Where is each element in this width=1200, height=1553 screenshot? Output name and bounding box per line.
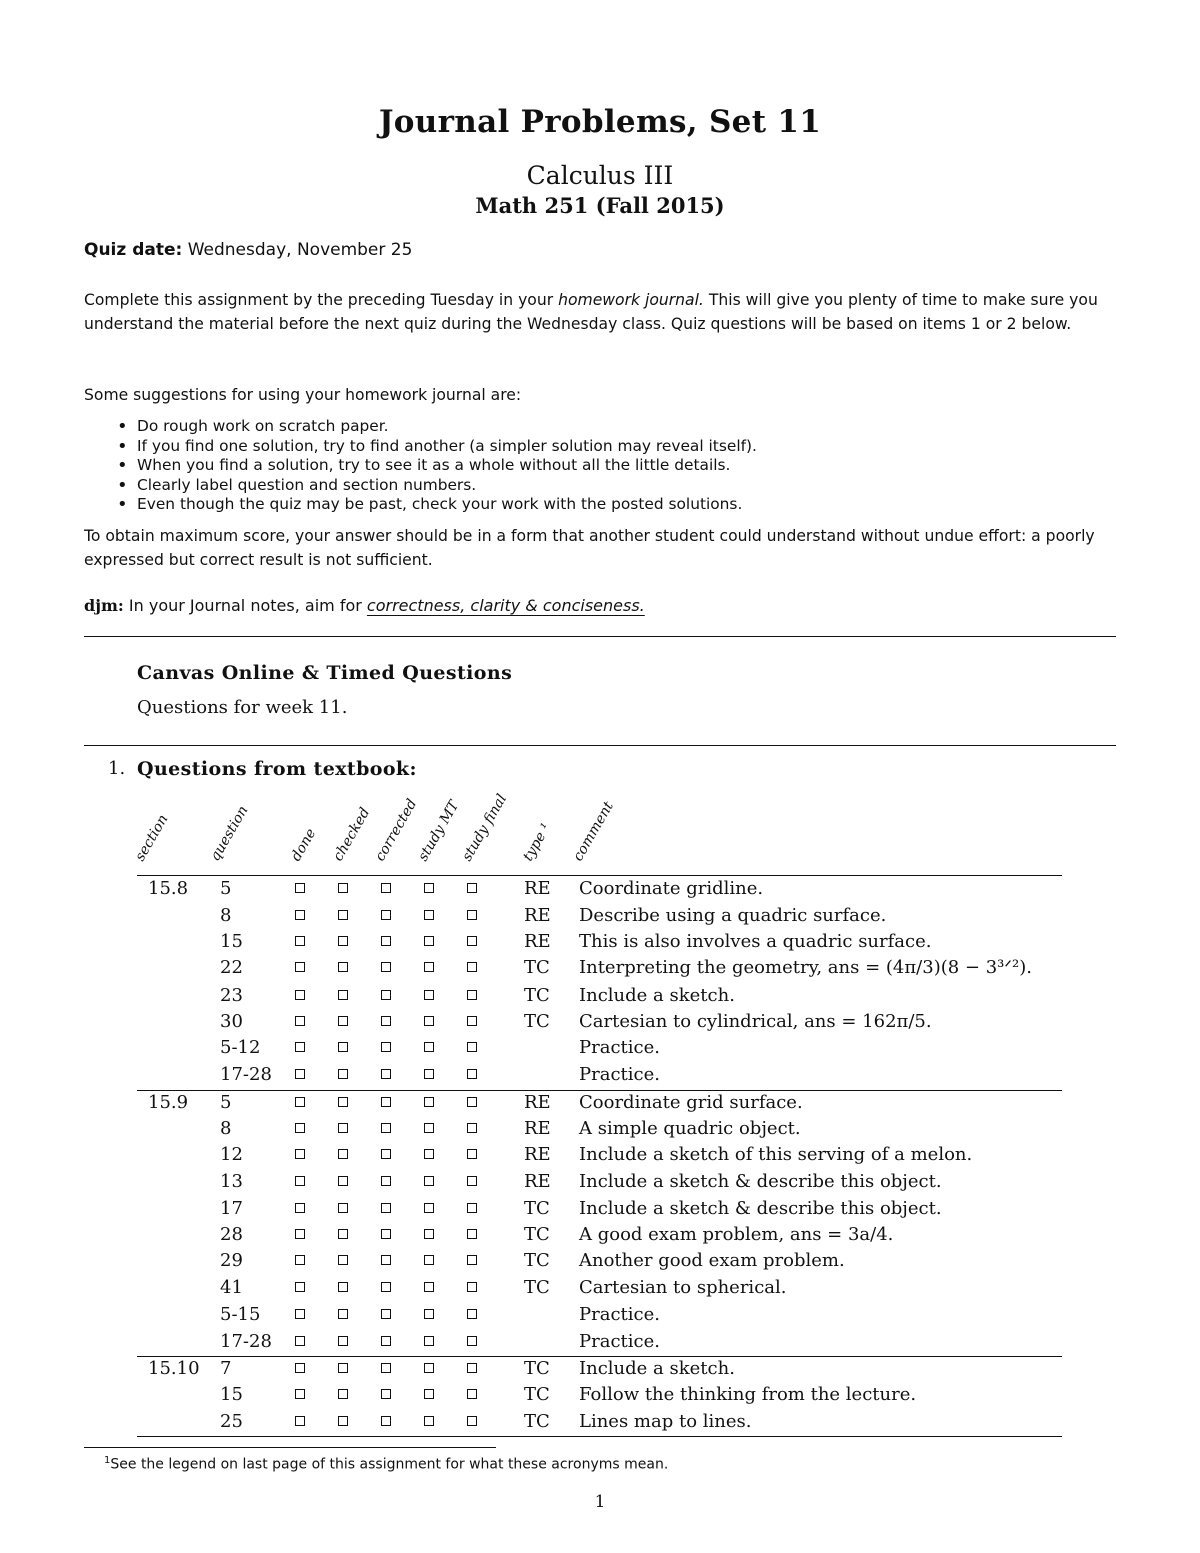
type-cell: RE [524,1144,551,1165]
question-cell: 8 [220,905,232,926]
comment-cell: Cartesian to cylindrical, ans = 162π/5. [579,1011,932,1032]
checkbox[interactable] [381,1255,391,1265]
checkbox[interactable] [467,1176,477,1186]
checkbox[interactable] [381,1042,391,1052]
divider [84,636,1116,637]
column-header: section [132,811,172,864]
checkbox[interactable] [295,1416,305,1426]
checkbox[interactable] [338,1363,348,1373]
checkbox[interactable] [338,962,348,972]
column-header: done [288,825,320,864]
type-cell: RE [524,1092,551,1113]
type-cell: RE [524,878,551,899]
question-cell: 13 [220,1171,243,1192]
checkbox[interactable] [467,1309,477,1319]
quiz-date: Quiz date: Wednesday, November 25 [84,240,413,260]
intro-paragraph [84,288,1120,336]
checkbox[interactable] [381,1097,391,1107]
djm-text: In your Journal notes, aim for [128,596,367,615]
intro-text-2: This will give you plenty of time to make sure you understand the material before the next quiz during the Wednesday class. Quiz questions will be based on items 1 or 2 below. [84,291,1098,333]
checkbox[interactable] [467,1416,477,1426]
checkbox[interactable] [295,962,305,972]
column-header: comment [570,799,617,864]
max-score-paragraph: To obtain maximum score, your answer should be in a form that another student could understand without undue effort: a poorly expressed but correct result is not sufficient. [84,527,1095,569]
question-cell: 23 [220,985,243,1006]
checkbox[interactable] [338,1336,348,1346]
comment-cell: Practice. [579,1037,660,1058]
checkbox[interactable] [295,1282,305,1292]
checkbox[interactable] [424,1309,434,1319]
checkbox[interactable] [467,936,477,946]
checkbox[interactable] [381,1176,391,1186]
checkbox[interactable] [424,1176,434,1186]
checkbox[interactable] [424,1069,434,1079]
checkbox[interactable] [338,1042,348,1052]
type-cell: RE [524,931,551,952]
checkbox[interactable] [424,1255,434,1265]
comment-cell: Coordinate grid surface. [579,1092,803,1113]
checkbox[interactable] [338,1255,348,1265]
checkbox[interactable] [424,1416,434,1426]
checkbox[interactable] [424,1097,434,1107]
checkbox[interactable] [424,990,434,1000]
checkbox[interactable] [424,1203,434,1213]
checkbox[interactable] [381,883,391,893]
checkbox[interactable] [467,883,477,893]
type-cell: TC [524,957,550,978]
checkbox[interactable] [381,1016,391,1026]
comment-cell: Include a sketch. [579,985,735,1006]
suggestion-item: • When you find a solution, try to see it as a whole without all the little details. [137,456,757,476]
checkbox[interactable] [295,1176,305,1186]
table-rule [137,875,1062,876]
question-cell: 22 [220,957,243,978]
comment-cell: Cartesian to spherical. [579,1277,787,1298]
checkbox[interactable] [295,936,305,946]
checkbox[interactable] [338,1309,348,1319]
checkbox[interactable] [381,1416,391,1426]
type-cell: TC [524,1411,550,1432]
comment-cell: Follow the thinking from the lecture. [579,1384,917,1405]
question-cell: 30 [220,1011,243,1032]
checkbox[interactable] [424,883,434,893]
checkbox[interactable] [295,910,305,920]
checkbox[interactable] [467,1203,477,1213]
type-cell: TC [524,1384,550,1405]
section-cell: 15.10 [148,1358,200,1379]
checkbox[interactable] [467,1255,477,1265]
intro-text-1: Complete this assignment by the preceding Tuesday in your [84,291,559,309]
checkbox[interactable] [338,990,348,1000]
question-cell: 5 [220,878,232,899]
section-cell: 15.9 [148,1092,189,1113]
checkbox[interactable] [295,1123,305,1133]
table-rule [137,1356,1062,1357]
comment-cell: Coordinate gridline. [579,878,764,899]
checkbox[interactable] [467,910,477,920]
checkbox[interactable] [295,1229,305,1239]
checkbox[interactable] [424,1016,434,1026]
canvas-heading: Canvas Online & Timed Questions [137,662,513,684]
suggestion-item: • Clearly label question and section numbers. [137,476,757,496]
djm-label: djm: [84,596,124,615]
checkbox[interactable] [424,1389,434,1399]
column-header: type ¹ [520,820,555,864]
suggestion-item: • Even though the quiz may be past, check your work with the posted solutions. [137,495,757,515]
checkbox[interactable] [338,1176,348,1186]
checkbox[interactable] [338,1229,348,1239]
question-cell: 5-15 [220,1304,261,1325]
checkbox[interactable] [338,1149,348,1159]
checkbox[interactable] [338,1203,348,1213]
comment-cell: A good exam problem, ans = 3a/4. [579,1224,894,1245]
checkbox[interactable] [381,936,391,946]
checkbox[interactable] [381,1203,391,1213]
comment-cell: Another good exam problem. [579,1250,845,1271]
checkbox[interactable] [295,1363,305,1373]
footnote-rule [84,1447,496,1448]
checkbox[interactable] [467,1042,477,1052]
djm-note [84,596,645,615]
column-header: checked [330,805,374,864]
question-cell: 29 [220,1250,243,1271]
table-rule [137,1436,1062,1437]
checkbox[interactable] [467,1097,477,1107]
checkbox[interactable] [424,1336,434,1346]
quiz-date-value: Wednesday, November 25 [187,240,413,260]
question-cell: 17-28 [220,1331,272,1352]
checkbox[interactable] [381,1123,391,1133]
checkbox[interactable] [381,1336,391,1346]
comment-cell: Practice. [579,1331,660,1352]
divider [84,745,1116,746]
comment-cell: This is also involves a quadric surface. [579,931,932,952]
question-cell: 41 [220,1277,243,1298]
checkbox[interactable] [338,910,348,920]
comment-cell: Interpreting the geometry, ans = (4π/3)(8 − 3³ᐟ²). [579,957,1032,978]
column-header: study MT [415,798,463,864]
checkbox[interactable] [295,1016,305,1026]
question-cell: 25 [220,1411,243,1432]
checkbox[interactable] [338,883,348,893]
checkbox[interactable] [338,1389,348,1399]
checkbox[interactable] [295,1309,305,1319]
checkbox[interactable] [424,962,434,972]
checkbox[interactable] [424,936,434,946]
comment-cell: Lines map to lines. [579,1411,752,1432]
checkbox[interactable] [381,1229,391,1239]
comment-cell: Practice. [579,1304,660,1325]
checkbox[interactable] [424,1149,434,1159]
type-cell: TC [524,1224,550,1245]
checkbox[interactable] [295,990,305,1000]
question-cell: 15 [220,931,243,952]
suggestion-item: • Do rough work on scratch paper. [137,417,757,437]
checkbox[interactable] [424,1363,434,1373]
footnote [104,1455,668,1473]
checkbox[interactable] [467,1389,477,1399]
checkbox[interactable] [381,962,391,972]
course-subtitle: Math 251 (Fall 2015) [475,193,725,218]
question-cell: 17-28 [220,1064,272,1085]
checkbox[interactable] [338,1097,348,1107]
checkbox[interactable] [381,1069,391,1079]
checkbox[interactable] [467,1336,477,1346]
checkbox[interactable] [381,1149,391,1159]
checkbox[interactable] [467,1149,477,1159]
column-header: question [207,803,252,864]
page-number: 1 [594,1492,606,1512]
checkbox[interactable] [467,1123,477,1133]
type-cell: RE [524,1118,551,1139]
checkbox[interactable] [295,1042,305,1052]
checkbox[interactable] [424,1229,434,1239]
checkbox[interactable] [338,936,348,946]
question-cell: 5 [220,1092,232,1113]
question-cell: 5-12 [220,1037,261,1058]
checkbox[interactable] [295,1203,305,1213]
course-name: Calculus III [526,161,674,190]
suggestions-list [137,417,757,515]
type-cell: TC [524,1277,550,1298]
checkbox[interactable] [424,1282,434,1292]
comment-cell: Include a sketch & describe this object. [579,1171,942,1192]
checkbox[interactable] [424,910,434,920]
checkbox[interactable] [381,1389,391,1399]
checkbox[interactable] [381,1282,391,1292]
table-rule [137,1090,1062,1091]
question-cell: 28 [220,1224,243,1245]
checkbox[interactable] [338,1282,348,1292]
question-cell: 8 [220,1118,232,1139]
column-header: corrected [372,796,421,864]
type-cell: RE [524,1171,551,1192]
comment-cell: A simple quadric object. [579,1118,801,1139]
question-cell: 7 [220,1358,232,1379]
type-cell: TC [524,1358,550,1379]
checkbox[interactable] [295,1255,305,1265]
djm-emphasis: correctness, clarity & conciseness. [366,596,645,615]
checkbox[interactable] [467,1229,477,1239]
checkbox[interactable] [295,1389,305,1399]
suggestions-lead: Some suggestions for using your homework journal are: [84,386,522,404]
checkbox[interactable] [467,962,477,972]
checkbox[interactable] [467,990,477,1000]
type-cell: RE [524,905,551,926]
footnote-text: See the legend on last page of this assignment for what these acronyms mean. [110,1456,669,1473]
checkbox[interactable] [467,1282,477,1292]
question-cell: 17 [220,1198,243,1219]
checkbox[interactable] [467,1363,477,1373]
checkbox[interactable] [424,1042,434,1052]
suggestion-item: • If you find one solution, try to find another (a simpler solution may reveal itself). [137,437,757,457]
type-cell: TC [524,1250,550,1271]
item-number: 1. [108,758,126,779]
type-cell: TC [524,1198,550,1219]
type-cell: TC [524,985,550,1006]
question-cell: 12 [220,1144,243,1165]
checkbox[interactable] [381,990,391,1000]
quiz-date-label: Quiz date [84,240,176,260]
checkbox[interactable] [381,910,391,920]
type-cell: TC [524,1011,550,1032]
column-header: study final [459,791,511,864]
comment-cell: Include a sketch of this serving of a melon. [579,1144,973,1165]
comment-cell: Describe using a quadric surface. [579,905,887,926]
checkbox[interactable] [295,1336,305,1346]
footnote-mark: 1 [104,1455,111,1466]
checkbox[interactable] [338,1016,348,1026]
checkbox[interactable] [338,1416,348,1426]
textbook-heading: Questions from textbook: [137,758,417,780]
comment-cell: Practice. [579,1064,660,1085]
checkbox[interactable] [295,883,305,893]
checkbox[interactable] [467,1016,477,1026]
canvas-text: Questions for week 11. [137,697,348,718]
checkbox[interactable] [295,1149,305,1159]
checkbox[interactable] [338,1069,348,1079]
page-title: Journal Problems, Set 11 [378,104,822,140]
comment-cell: Include a sketch. [579,1358,735,1379]
intro-journal-term: homework journal. [558,291,704,309]
checkbox[interactable] [424,1123,434,1133]
question-cell: 15 [220,1384,243,1405]
section-cell: 15.8 [148,878,189,899]
checkbox[interactable] [381,1363,391,1373]
checkbox[interactable] [295,1097,305,1107]
checkbox[interactable] [295,1069,305,1079]
comment-cell: Include a sketch & describe this object. [579,1198,942,1219]
checkbox[interactable] [467,1069,477,1079]
checkbox[interactable] [338,1123,348,1133]
checkbox[interactable] [381,1309,391,1319]
